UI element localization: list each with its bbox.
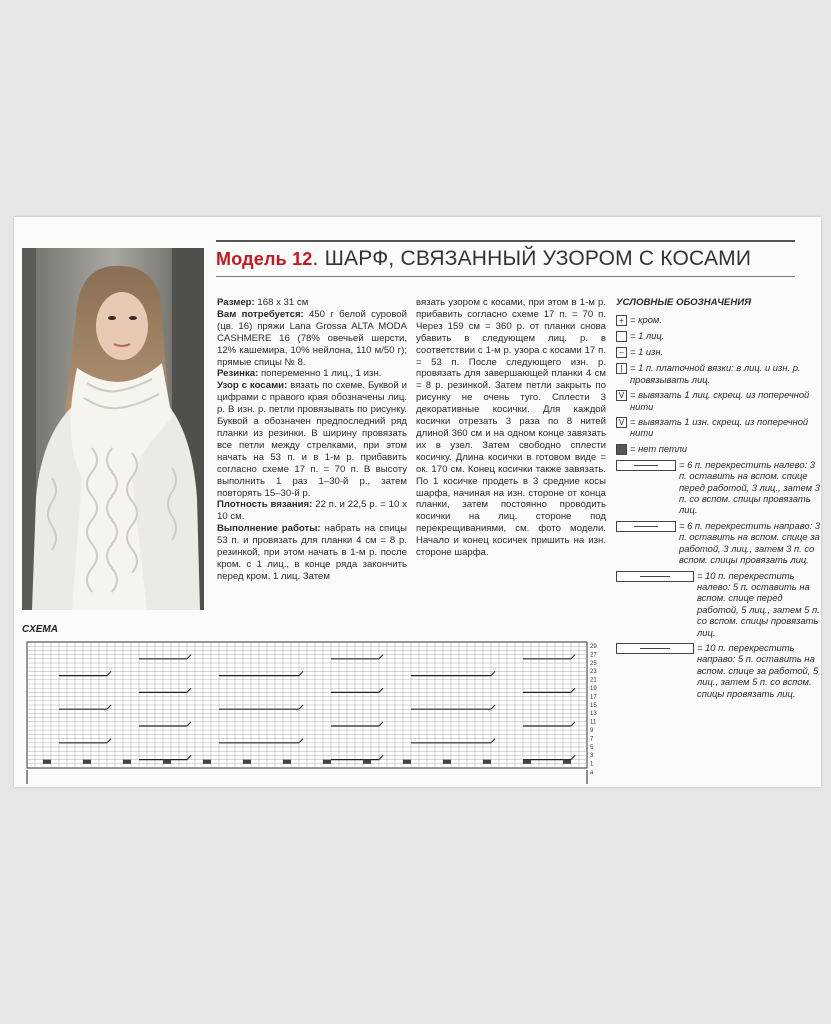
chart-row-label: 5 (590, 744, 594, 751)
chart-row-label: 3 (590, 753, 594, 760)
chart-row-label: 13 (590, 711, 597, 718)
work-paragraph (217, 523, 407, 583)
gauge-paragraph (217, 499, 407, 523)
cable-value: вязать по схеме. Буквой и цифрами с правого края обозначены лиц. р. В изн. р. петли провязывать по рисунку. Буквой а обозначен предпоследний ряд планки из резинки. В ширину провязать все петли между стрелками, при этом начать на 53 п. и в 1-м р. прибавить согласно схеме 17 п. = 70 п. В высоту выполнить 1 раз 1–30-й р., затем повторять 15–30-й р. (217, 380, 407, 499)
legend-items (616, 314, 821, 699)
legend-text: = 1 п. платочной вязки: в лиц. и изн. р. провязывать лиц. (630, 362, 801, 385)
legend-title: УСЛОВНЫЕ ОБОЗНАЧЕНИЯ (616, 297, 752, 308)
size-paragraph (217, 297, 407, 309)
chart-no-stitch-cell (283, 760, 291, 764)
legend-text: = 10 п. перекрестить налево: 5 п. оставить на вспом. спице перед работой, 5 лиц., затем 5 п. со вспом. спицы провязать лиц. (697, 569, 820, 638)
chart-row-label: 1 (590, 761, 594, 768)
chart-no-stitch-cell (203, 760, 211, 764)
cable6-symbol-icon (616, 460, 676, 471)
chart-row-label: 19 (590, 686, 597, 692)
legend-item (616, 346, 821, 358)
materials-paragraph (217, 309, 407, 369)
chart-row-label: 15 (590, 702, 597, 709)
chart-row-label: 25 (590, 660, 597, 667)
legend-symbol-icon: | (616, 363, 627, 374)
legend-text: = 6 п. перекрестить налево: 3 п. оставить на вспом. спице перед работой, 3 лиц., затем 3 п. со вспом. спицы провязать лиц. (679, 458, 820, 516)
size-value: 168 х 31 см (257, 297, 309, 308)
chart-row-label: 17 (590, 694, 597, 701)
chart-row-label: 29 (590, 644, 597, 650)
legend-item (616, 416, 821, 439)
model-photo (22, 248, 204, 610)
title-underline (216, 276, 795, 277)
chart-row-label: 7 (590, 736, 594, 743)
knitting-chart (25, 638, 603, 788)
legend-text: = кром. (630, 314, 662, 326)
rib-label: Резинка: (217, 368, 259, 380)
chart-no-stitch-cell (43, 760, 51, 764)
chart-no-stitch-cell (323, 760, 331, 764)
legend-text: = вывязать 1 лиц. скрещ. из поперечной нити (630, 389, 810, 412)
legend-symbol-icon: – (616, 347, 627, 358)
cable10-symbol-icon (616, 571, 694, 582)
col2-text: вязать узором с косами, при этом в 1-м р. прибавить согласно схеме 17 п. = 70 п. Через 159 см = 360 р. от планки снова убавить в следующем лиц. р. в соответствии с 1-м р. узора с косами 17 п. = 53 п. После следующего изн. р. провязать для завершающей планки 4 см = 8 р. резинкой. Затем петли закрыть по рисунку не очень туго. Сплести 3 декоративные косички. Для каждой косички отрезать 3 раза по 8 нитей длиной 360 см и на одном конце завязать их в узел. Затем свободно сплести косичку. Длина косички в готовом виде = ок. 170 см. Конец косички также завязать. По 1 косичке продеть в 3 средние косы шарфа, начиная на изн. стороне от конца планки, затем постоянно проводить косички на лиц. стороне под перекрещиваниями, см. фото модели. Начало и конец косичек пришить на изн. стороне шарфа. (416, 297, 606, 559)
chart-no-stitch-cell (243, 760, 251, 764)
page-title (216, 247, 806, 273)
cable6-symbol-icon (616, 521, 676, 532)
legend-item (616, 520, 821, 566)
legend-item (616, 389, 821, 412)
chart-row-label: 21 (590, 677, 597, 684)
model-number: Модель 12 (216, 249, 313, 269)
legend-item (616, 570, 821, 638)
legend-text: = нет петли (630, 442, 688, 454)
chart-no-stitch-cell (163, 760, 171, 764)
title-text: ШАРФ, СВЯЗАННЫЙ УЗОРОМ С КОСАМИ (324, 247, 752, 270)
chart-no-stitch-cell (83, 760, 91, 764)
legend-symbol-icon (616, 331, 627, 342)
chart-row-label: 9 (590, 728, 594, 734)
materials-value: 450 г белой суровой (цв. 16) пряжи Lana Grossa ALTA MODA CASHMERE 16 (78% овечьей шерсти, 12% кашемира, 10% нейлона, 110 м/50 г); прямые спицы № 8. (217, 308, 407, 368)
legend-item (616, 330, 821, 342)
title-dot: . (312, 247, 325, 270)
chart-no-stitch-cell (363, 760, 371, 764)
chart-row-label: 27 (590, 652, 597, 659)
gauge-value: 22 п. и 22,5 р. = 10 х 10 см. (217, 499, 407, 523)
work-value: набрать на спицы 53 п. и провязать для планки 4 см = 8 р. резинкой, при этом начать в 1-м р. после кром. с 1 лиц., в конце ряда закончить перед кром. 1 лиц. Затем (217, 523, 407, 582)
legend-item (616, 362, 821, 385)
instructions-column-2 (416, 297, 606, 559)
chart-row-label: 23 (590, 669, 597, 676)
legend-item (616, 642, 821, 699)
legend-text: = 10 п. перекрестить направо: 5 п. оставить на вспом. спице за работой, 5 лиц., затем 5 п. со вспом. спицы провязать лиц. (697, 641, 819, 699)
legend-text: = вывязать 1 изн. скрещ. из поперечной нити (630, 416, 809, 439)
legend-text: = 1 изн. (630, 346, 664, 358)
chart-no-stitch-cell (123, 760, 131, 764)
materials-label: Вам потребуется: (217, 308, 304, 320)
chart-no-stitch-cell (403, 760, 411, 764)
cable10-symbol-icon (616, 643, 694, 654)
chart-no-stitch-cell (443, 760, 451, 764)
legend-text: = 1 лиц. (630, 330, 665, 342)
work-label: Выполнение работы: (217, 523, 321, 535)
gauge-label: Плотность вязания: (217, 499, 313, 511)
instructions-column-1 (217, 297, 407, 583)
size-label: Размер: (217, 297, 255, 308)
chart-no-stitch-cell (523, 760, 531, 764)
legend-symbol-icon: + (616, 315, 627, 326)
rib-value: попеременно 1 лиц., 1 изн. (260, 368, 382, 380)
legend-text: = 6 п. перекрестить направо: 3 п. оставить на вспом. спице за работой, 3 лиц., затем 3 п. со вспом. спицы провязать лиц. (679, 519, 821, 566)
cable-label: Узор с косами: (217, 380, 288, 392)
legend-symbol-icon: V (616, 417, 627, 428)
legend-item (616, 314, 821, 326)
chart-row-label: 11 (590, 719, 597, 726)
schema-label: СХЕМА (22, 624, 58, 635)
cable-paragraph (217, 380, 407, 499)
chart-no-stitch-cell (563, 760, 571, 764)
title-top-rule (216, 240, 795, 242)
legend-item (616, 459, 821, 516)
legend-item (616, 443, 821, 455)
chart-no-stitch-cell (483, 760, 491, 764)
rib-paragraph (217, 368, 407, 380)
legend-symbol-icon: V (616, 390, 627, 401)
legend-symbol-icon (616, 444, 627, 455)
chart-row-label: a (590, 770, 594, 776)
legend (616, 297, 821, 703)
